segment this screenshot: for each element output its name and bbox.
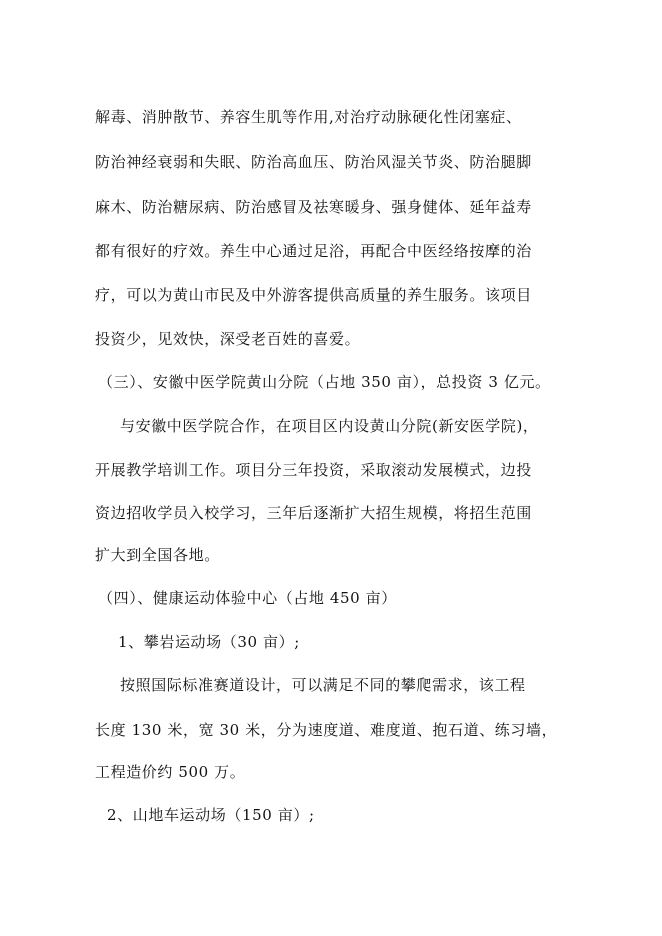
text-line: 扩大到全国各地。 <box>95 546 220 564</box>
paragraph-first-line: 与安徽中医学院合作，在项目区内设黄山分院(新安医学院)， <box>120 417 539 435</box>
subsection-heading: 1、攀岩运动场（30 亩）; <box>118 633 300 651</box>
section-heading: （三）、安徽中医学院黄山分院（占地 350 亩），总投资 3 亿元。 <box>98 373 551 391</box>
text-line: 工程造价约 500 万。 <box>95 763 246 781</box>
text-line: 资边招收学员入校学习，三年后逐渐扩大招生规模，将招生范围 <box>95 504 532 522</box>
text-line: 麻木、防治糖尿病、防治感冒及祛寒暖身、强身健体、延年益寿 <box>95 198 532 216</box>
text-line: 长度 130 米，宽 30 米，分为速度道、难度道、抱石道、练习墙， <box>95 721 558 739</box>
paragraph-first-line: 按照国际标准赛道设计，可以满足不同的攀爬需求，该工程 <box>120 676 526 694</box>
subsection-heading: 2、山地车运动场（150 亩）; <box>107 806 315 824</box>
text-line: 防治神经衰弱和失眠、防治高血压、防治风湿关节炎、防治腿脚 <box>95 153 532 171</box>
text-line: 投资少，见效快，深受老百姓的喜爱。 <box>95 330 361 348</box>
text-line: 解毒、消肿散节、养容生肌等作用,对治疗动脉硬化性闭塞症、 <box>95 108 522 126</box>
text-line: 都有很好的疗效。养生中心通过足浴，再配合中医经络按摩的治 <box>95 242 532 260</box>
section-heading: （四）、健康运动体验中心（占地 450 亩） <box>98 589 397 607</box>
text-line: 疗，可以为黄山市民及中外游客提供高质量的养生服务。该项目 <box>95 286 532 304</box>
text-line: 开展教学培训工作。项目分三年投资，采取滚动发展模式，边投 <box>95 461 532 479</box>
